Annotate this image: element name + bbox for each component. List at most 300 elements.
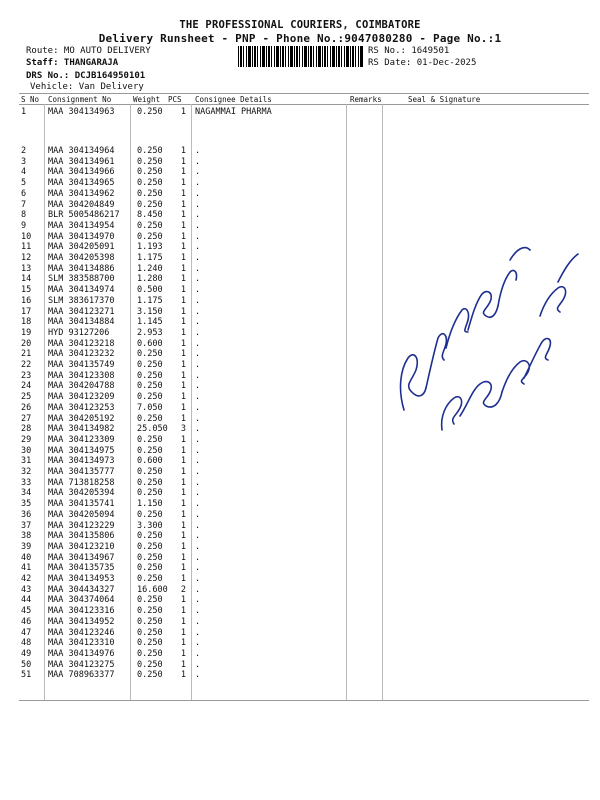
row-weight: 0.250 (137, 638, 163, 649)
row-weight: 0.250 (137, 488, 163, 499)
row-consignee: . (195, 402, 201, 413)
row-pcs: 1 (180, 242, 186, 253)
row-consignment-no: MAA 304134953 (48, 574, 115, 584)
row-consignee: . (195, 188, 201, 199)
table-row (0, 660, 600, 670)
row-consignment-no: MAA 304205094 (48, 509, 115, 520)
row-consignee: . (195, 595, 201, 606)
row-sno: 27 (21, 413, 32, 424)
row-consignment-no: MAA 304134970 (48, 231, 115, 242)
row-consignee: . (195, 445, 201, 456)
row-consignee: . (195, 509, 201, 520)
row-consignment-no: MAA 304123229 (48, 520, 115, 531)
row-pcs: 1 (180, 541, 186, 552)
table-row (0, 178, 600, 188)
row-sno: 4 (21, 167, 27, 178)
table-row (0, 563, 600, 573)
row-sno: 30 (21, 445, 32, 456)
row-consignment-no: MAA 304123246 (48, 627, 115, 638)
row-sno: 25 (21, 392, 32, 403)
col-consignee-header: Consignee Details (195, 95, 272, 104)
row-consignment-no: MAA 304134973 (48, 456, 115, 467)
row-sno: 45 (21, 606, 32, 617)
table-row (0, 617, 600, 627)
row-consignment-no: MAA 713818258 (48, 477, 115, 488)
row-consignment-no: MAA 304134966 (48, 167, 115, 178)
row-consignee: . (195, 584, 201, 595)
row-consignee: . (195, 606, 201, 617)
row-weight: 0.250 (137, 381, 163, 392)
col-sno-header: S No (21, 95, 40, 104)
row-sno: 43 (21, 584, 32, 595)
row-consignment-no: SLM 383588700 (48, 274, 115, 285)
row-pcs: 1 (180, 670, 186, 681)
row-sno: 9 (21, 220, 27, 231)
table-row (0, 638, 600, 648)
row-consignee: . (195, 670, 201, 681)
row-consignee: . (195, 648, 201, 659)
row-consignment-no: HYD 93127206 (48, 327, 110, 338)
row-consignee: . (195, 220, 201, 231)
row-consignment-no: MAA 304123271 (48, 306, 115, 317)
row-consignee: . (195, 499, 201, 510)
row-weight: 0.250 (137, 349, 163, 360)
row-consignment-no: MAA 304123309 (48, 434, 115, 445)
row-weight: 0.600 (137, 456, 163, 467)
row-weight: 1.175 (137, 253, 163, 263)
row-pcs: 1 (180, 188, 186, 199)
row-consignee: . (195, 520, 201, 531)
row-weight: 1.193 (137, 242, 163, 253)
row-sno: 17 (21, 306, 32, 317)
row-sno: 41 (21, 563, 32, 574)
row-consignee: . (195, 488, 201, 499)
drs-label: DRS No.: DCJB164950101 (26, 71, 146, 81)
row-weight: 3.300 (137, 520, 163, 531)
row-pcs: 1 (180, 231, 186, 242)
row-pcs: 1 (180, 509, 186, 520)
table-bottom-rule (19, 700, 589, 701)
row-weight: 0.250 (137, 413, 163, 424)
table-row (0, 574, 600, 584)
table-row (0, 200, 600, 210)
rs-date: RS Date: 01-Dec-2025 (368, 58, 477, 68)
row-consignee: . (195, 616, 201, 627)
header-bottom-rule (19, 104, 589, 105)
row-pcs: 2 (180, 584, 186, 595)
row-pcs: 1 (180, 467, 186, 477)
row-consignment-no: MAA 304134886 (48, 263, 115, 274)
row-sno: 32 (21, 467, 32, 477)
row-weight: 0.250 (137, 220, 163, 231)
table-row (0, 467, 600, 477)
row-sno: 40 (21, 552, 32, 563)
row-consignment-no: MAA 304123316 (48, 606, 115, 617)
row-pcs: 1 (180, 327, 186, 338)
row-weight: 1.240 (137, 263, 163, 274)
row-pcs: 1 (180, 648, 186, 659)
row-sno: 42 (21, 574, 32, 584)
row-weight: 1.145 (137, 317, 163, 328)
runsheet-title: Delivery Runsheet - PNP - Phone No.:9047080280 - Page No.:1 (98, 32, 502, 45)
row-sno: 49 (21, 648, 32, 659)
row-consignee: . (195, 563, 201, 574)
row-pcs: 1 (180, 274, 186, 285)
row-sno: 1 (21, 107, 27, 117)
col-pcs-header: PCS (168, 95, 182, 104)
row-consignment-no: MAA 304123218 (48, 338, 115, 349)
row-pcs: 1 (180, 306, 186, 317)
table-row (0, 531, 600, 541)
handwritten-signature (390, 220, 590, 460)
table-row (0, 553, 600, 563)
row-sno: 44 (21, 595, 32, 606)
row-sno: 13 (21, 263, 32, 274)
row-weight: 0.250 (137, 370, 163, 381)
row-pcs: 1 (180, 370, 186, 381)
table-row (0, 606, 600, 616)
col-seal-header: Seal & Signature (408, 95, 481, 104)
row-consignment-no: MAA 304205192 (48, 413, 115, 424)
row-consignee: . (195, 424, 201, 435)
row-consignment-no: MAA 304135777 (48, 467, 115, 477)
row-sno: 2 (21, 146, 27, 156)
row-pcs: 1 (180, 210, 186, 221)
row-consignee: . (195, 295, 201, 306)
row-weight: 0.250 (137, 616, 163, 627)
row-sno: 20 (21, 338, 32, 349)
row-consignee: . (195, 370, 201, 381)
row-consignment-no: MAA 304135806 (48, 531, 115, 542)
row-sno: 8 (21, 210, 27, 221)
row-pcs: 1 (180, 434, 186, 445)
row-pcs: 1 (180, 167, 186, 178)
row-weight: 0.250 (137, 595, 163, 606)
row-pcs: 1 (180, 199, 186, 210)
row-sno: 11 (21, 242, 32, 253)
row-pcs: 1 (180, 659, 186, 670)
row-weight: 0.250 (137, 167, 163, 178)
row-consignee: . (195, 627, 201, 638)
row-consignment-no: MAA 304134967 (48, 552, 115, 563)
row-consignee: . (195, 434, 201, 445)
table-row (0, 157, 600, 167)
table-row (0, 167, 600, 177)
row-pcs: 1 (180, 295, 186, 306)
row-consignee: . (195, 413, 201, 424)
row-consignment-no: MAA 304123308 (48, 370, 115, 381)
route-label: Route: MO AUTO DELIVERY (26, 46, 151, 56)
row-consignee: . (195, 531, 201, 542)
row-consignment-no: MAA 304123232 (48, 349, 115, 360)
table-row (0, 478, 600, 488)
row-sno: 51 (21, 670, 32, 681)
row-consignee: . (195, 199, 201, 210)
row-weight: 0.250 (137, 360, 163, 370)
row-consignee: . (195, 167, 201, 178)
row-weight: 3.150 (137, 306, 163, 317)
row-consignee: . (195, 306, 201, 317)
row-pcs: 1 (180, 616, 186, 627)
row-consignment-no: MAA 304123209 (48, 392, 115, 403)
row-sno: 22 (21, 360, 32, 370)
row-sno: 23 (21, 370, 32, 381)
row-pcs: 1 (180, 338, 186, 349)
row-sno: 16 (21, 295, 32, 306)
row-sno: 10 (21, 231, 32, 242)
row-consignment-no: MAA 304205394 (48, 488, 115, 499)
row-consignment-no: MAA 708963377 (48, 670, 115, 681)
row-sno: 19 (21, 327, 32, 338)
row-weight: 0.250 (137, 552, 163, 563)
row-pcs: 1 (180, 552, 186, 563)
staff-label: Staff: THANGARAJA (26, 58, 119, 68)
row-weight: 0.500 (137, 285, 163, 296)
row-consignment-no: MAA 304204849 (48, 199, 115, 210)
row-consignee: . (195, 146, 201, 156)
row-sno: 12 (21, 253, 32, 263)
row-sno: 37 (21, 520, 32, 531)
row-weight: 0.250 (137, 670, 163, 681)
row-consignment-no: MAA 304135741 (48, 499, 115, 510)
table-row (0, 510, 600, 520)
row-consignee: . (195, 285, 201, 296)
row-pcs: 1 (180, 317, 186, 328)
row-sno: 29 (21, 434, 32, 445)
row-sno: 36 (21, 509, 32, 520)
row-consignment-no: MAA 304123310 (48, 638, 115, 649)
row-weight: 0.250 (137, 434, 163, 445)
row-pcs: 1 (180, 456, 186, 467)
row-consignment-no: MAA 304134884 (48, 317, 115, 328)
row-consignment-no: MAA 304134961 (48, 156, 115, 167)
row-pcs: 1 (180, 595, 186, 606)
row-weight: 0.250 (137, 467, 163, 477)
row-consignment-no: MAA 304434327 (48, 584, 115, 595)
col-remarks-header: Remarks (350, 95, 382, 104)
row-weight: 0.250 (137, 574, 163, 584)
row-pcs: 1 (180, 563, 186, 574)
row-weight: 1.175 (137, 295, 163, 306)
row-consignment-no: MAA 304134965 (48, 178, 115, 189)
row-pcs: 1 (180, 263, 186, 274)
row-pcs: 1 (180, 531, 186, 542)
row-consignment-no: MAA 304374064 (48, 595, 115, 606)
table-row (0, 595, 600, 605)
row-pcs: 1 (180, 638, 186, 649)
row-pcs: 3 (180, 424, 186, 435)
row-weight: 25.050 (137, 424, 168, 435)
row-sno: 48 (21, 638, 32, 649)
row-consignment-no: MAA 304123253 (48, 402, 115, 413)
barcode (238, 46, 364, 67)
row-sno: 47 (21, 627, 32, 638)
row-consignee: . (195, 659, 201, 670)
row-weight: 0.250 (137, 199, 163, 210)
row-weight: 8.450 (137, 210, 163, 221)
row-consignee: . (195, 392, 201, 403)
col-consignment-header: Consignment No (48, 95, 112, 104)
row-consignment-no: MAA 304205091 (48, 242, 115, 253)
row-pcs: 1 (180, 107, 186, 117)
row-consignee: . (195, 253, 201, 263)
row-consignment-no: MAA 304134974 (48, 285, 115, 296)
row-sno: 18 (21, 317, 32, 328)
row-pcs: 1 (180, 499, 186, 510)
row-consignee: . (195, 178, 201, 189)
table-row (0, 146, 600, 156)
row-consignment-no: MAA 304135735 (48, 563, 115, 574)
row-weight: 0.250 (137, 509, 163, 520)
row-pcs: 1 (180, 520, 186, 531)
row-sno: 39 (21, 541, 32, 552)
row-consignment-no: MAA 304123210 (48, 541, 115, 552)
row-sno: 46 (21, 616, 32, 627)
row-weight: 0.250 (137, 107, 163, 117)
row-sno: 33 (21, 477, 32, 488)
row-consignment-no: MAA 304135749 (48, 360, 115, 370)
table-row (0, 585, 600, 595)
row-consignee: . (195, 360, 201, 370)
row-pcs: 1 (180, 381, 186, 392)
row-weight: 1.280 (137, 274, 163, 285)
row-consignee: . (195, 541, 201, 552)
row-consignment-no: MAA 304123275 (48, 659, 115, 670)
row-consignee: . (195, 456, 201, 467)
table-row (0, 107, 600, 117)
row-consignee: . (195, 210, 201, 221)
row-consignee: . (195, 552, 201, 563)
row-consignee: . (195, 274, 201, 285)
row-sno: 35 (21, 499, 32, 510)
table-row (0, 628, 600, 638)
row-weight: 0.250 (137, 445, 163, 456)
row-pcs: 1 (180, 253, 186, 263)
row-consignee: . (195, 338, 201, 349)
row-consignee: . (195, 231, 201, 242)
table-row (0, 670, 600, 680)
row-consignee: . (195, 317, 201, 328)
row-sno: 38 (21, 531, 32, 542)
rs-number: RS No.: 1649501 (368, 46, 450, 56)
row-sno: 5 (21, 178, 27, 189)
row-pcs: 1 (180, 488, 186, 499)
table-row (0, 210, 600, 220)
row-consignee: . (195, 574, 201, 584)
header-top-rule (19, 93, 589, 94)
row-weight: 0.250 (137, 146, 163, 156)
table-row (0, 488, 600, 498)
row-sno: 15 (21, 285, 32, 296)
row-pcs: 1 (180, 392, 186, 403)
row-consignment-no: MAA 304204788 (48, 381, 115, 392)
row-consignee: NAGAMMAI PHARMA (195, 107, 272, 117)
row-sno: 31 (21, 456, 32, 467)
row-sno: 14 (21, 274, 32, 285)
row-consignment-no: MAA 304134954 (48, 220, 115, 231)
row-pcs: 1 (180, 574, 186, 584)
row-pcs: 1 (180, 606, 186, 617)
row-consignment-no: MAA 304134963 (48, 107, 115, 117)
row-pcs: 1 (180, 477, 186, 488)
row-weight: 0.250 (137, 627, 163, 638)
col-weight-header: Weight (133, 95, 161, 104)
table-row (0, 189, 600, 199)
row-consignee: . (195, 263, 201, 274)
row-weight: 0.250 (137, 188, 163, 199)
row-consignee: . (195, 156, 201, 167)
row-weight: 0.250 (137, 156, 163, 167)
row-sno: 21 (21, 349, 32, 360)
row-weight: 1.150 (137, 499, 163, 510)
row-pcs: 1 (180, 220, 186, 231)
row-sno: 6 (21, 188, 27, 199)
row-weight: 7.050 (137, 402, 163, 413)
row-consignment-no: MAA 304134964 (48, 146, 115, 156)
row-consignment-no: MAA 304134976 (48, 648, 115, 659)
row-consignee: . (195, 477, 201, 488)
row-sno: 34 (21, 488, 32, 499)
row-pcs: 1 (180, 285, 186, 296)
vehicle-label: Vehicle: Van Delivery (30, 82, 144, 92)
row-weight: 0.250 (137, 231, 163, 242)
row-weight: 0.250 (137, 606, 163, 617)
row-pcs: 1 (180, 360, 186, 370)
table-row (0, 649, 600, 659)
row-consignee: . (195, 327, 201, 338)
row-consignee: . (195, 242, 201, 253)
row-pcs: 1 (180, 413, 186, 424)
row-consignment-no: BLR 5005486217 (48, 210, 120, 221)
row-pcs: 1 (180, 445, 186, 456)
row-consignment-no: MAA 304134982 (48, 424, 115, 435)
row-weight: 0.250 (137, 648, 163, 659)
row-sno: 50 (21, 659, 32, 670)
row-consignee: . (195, 381, 201, 392)
row-weight: 0.250 (137, 178, 163, 189)
row-sno: 3 (21, 156, 27, 167)
row-pcs: 1 (180, 402, 186, 413)
table-row (0, 542, 600, 552)
row-consignment-no: MAA 304205398 (48, 253, 115, 263)
row-consignment-no: MAA 304134975 (48, 445, 115, 456)
row-weight: 0.250 (137, 531, 163, 542)
row-sno: 24 (21, 381, 32, 392)
row-weight: 0.250 (137, 477, 163, 488)
table-row (0, 499, 600, 509)
row-sno: 7 (21, 199, 27, 210)
row-sno: 28 (21, 424, 32, 435)
row-weight: 0.250 (137, 563, 163, 574)
row-sno: 26 (21, 402, 32, 413)
company-name: THE PROFESSIONAL COURIERS, COIMBATORE (179, 19, 421, 31)
row-weight: 16.600 (137, 584, 168, 595)
row-consignee: . (195, 638, 201, 649)
row-pcs: 1 (180, 146, 186, 156)
row-weight: 0.250 (137, 541, 163, 552)
row-pcs: 1 (180, 349, 186, 360)
row-weight: 2.953 (137, 327, 163, 338)
row-pcs: 1 (180, 178, 186, 189)
row-weight: 0.600 (137, 338, 163, 349)
row-consignment-no: MAA 304134952 (48, 616, 115, 627)
row-consignee: . (195, 349, 201, 360)
row-weight: 0.250 (137, 392, 163, 403)
row-consignee: . (195, 467, 201, 477)
row-pcs: 1 (180, 156, 186, 167)
table-row (0, 521, 600, 531)
row-consignment-no: SLM 383617370 (48, 295, 115, 306)
